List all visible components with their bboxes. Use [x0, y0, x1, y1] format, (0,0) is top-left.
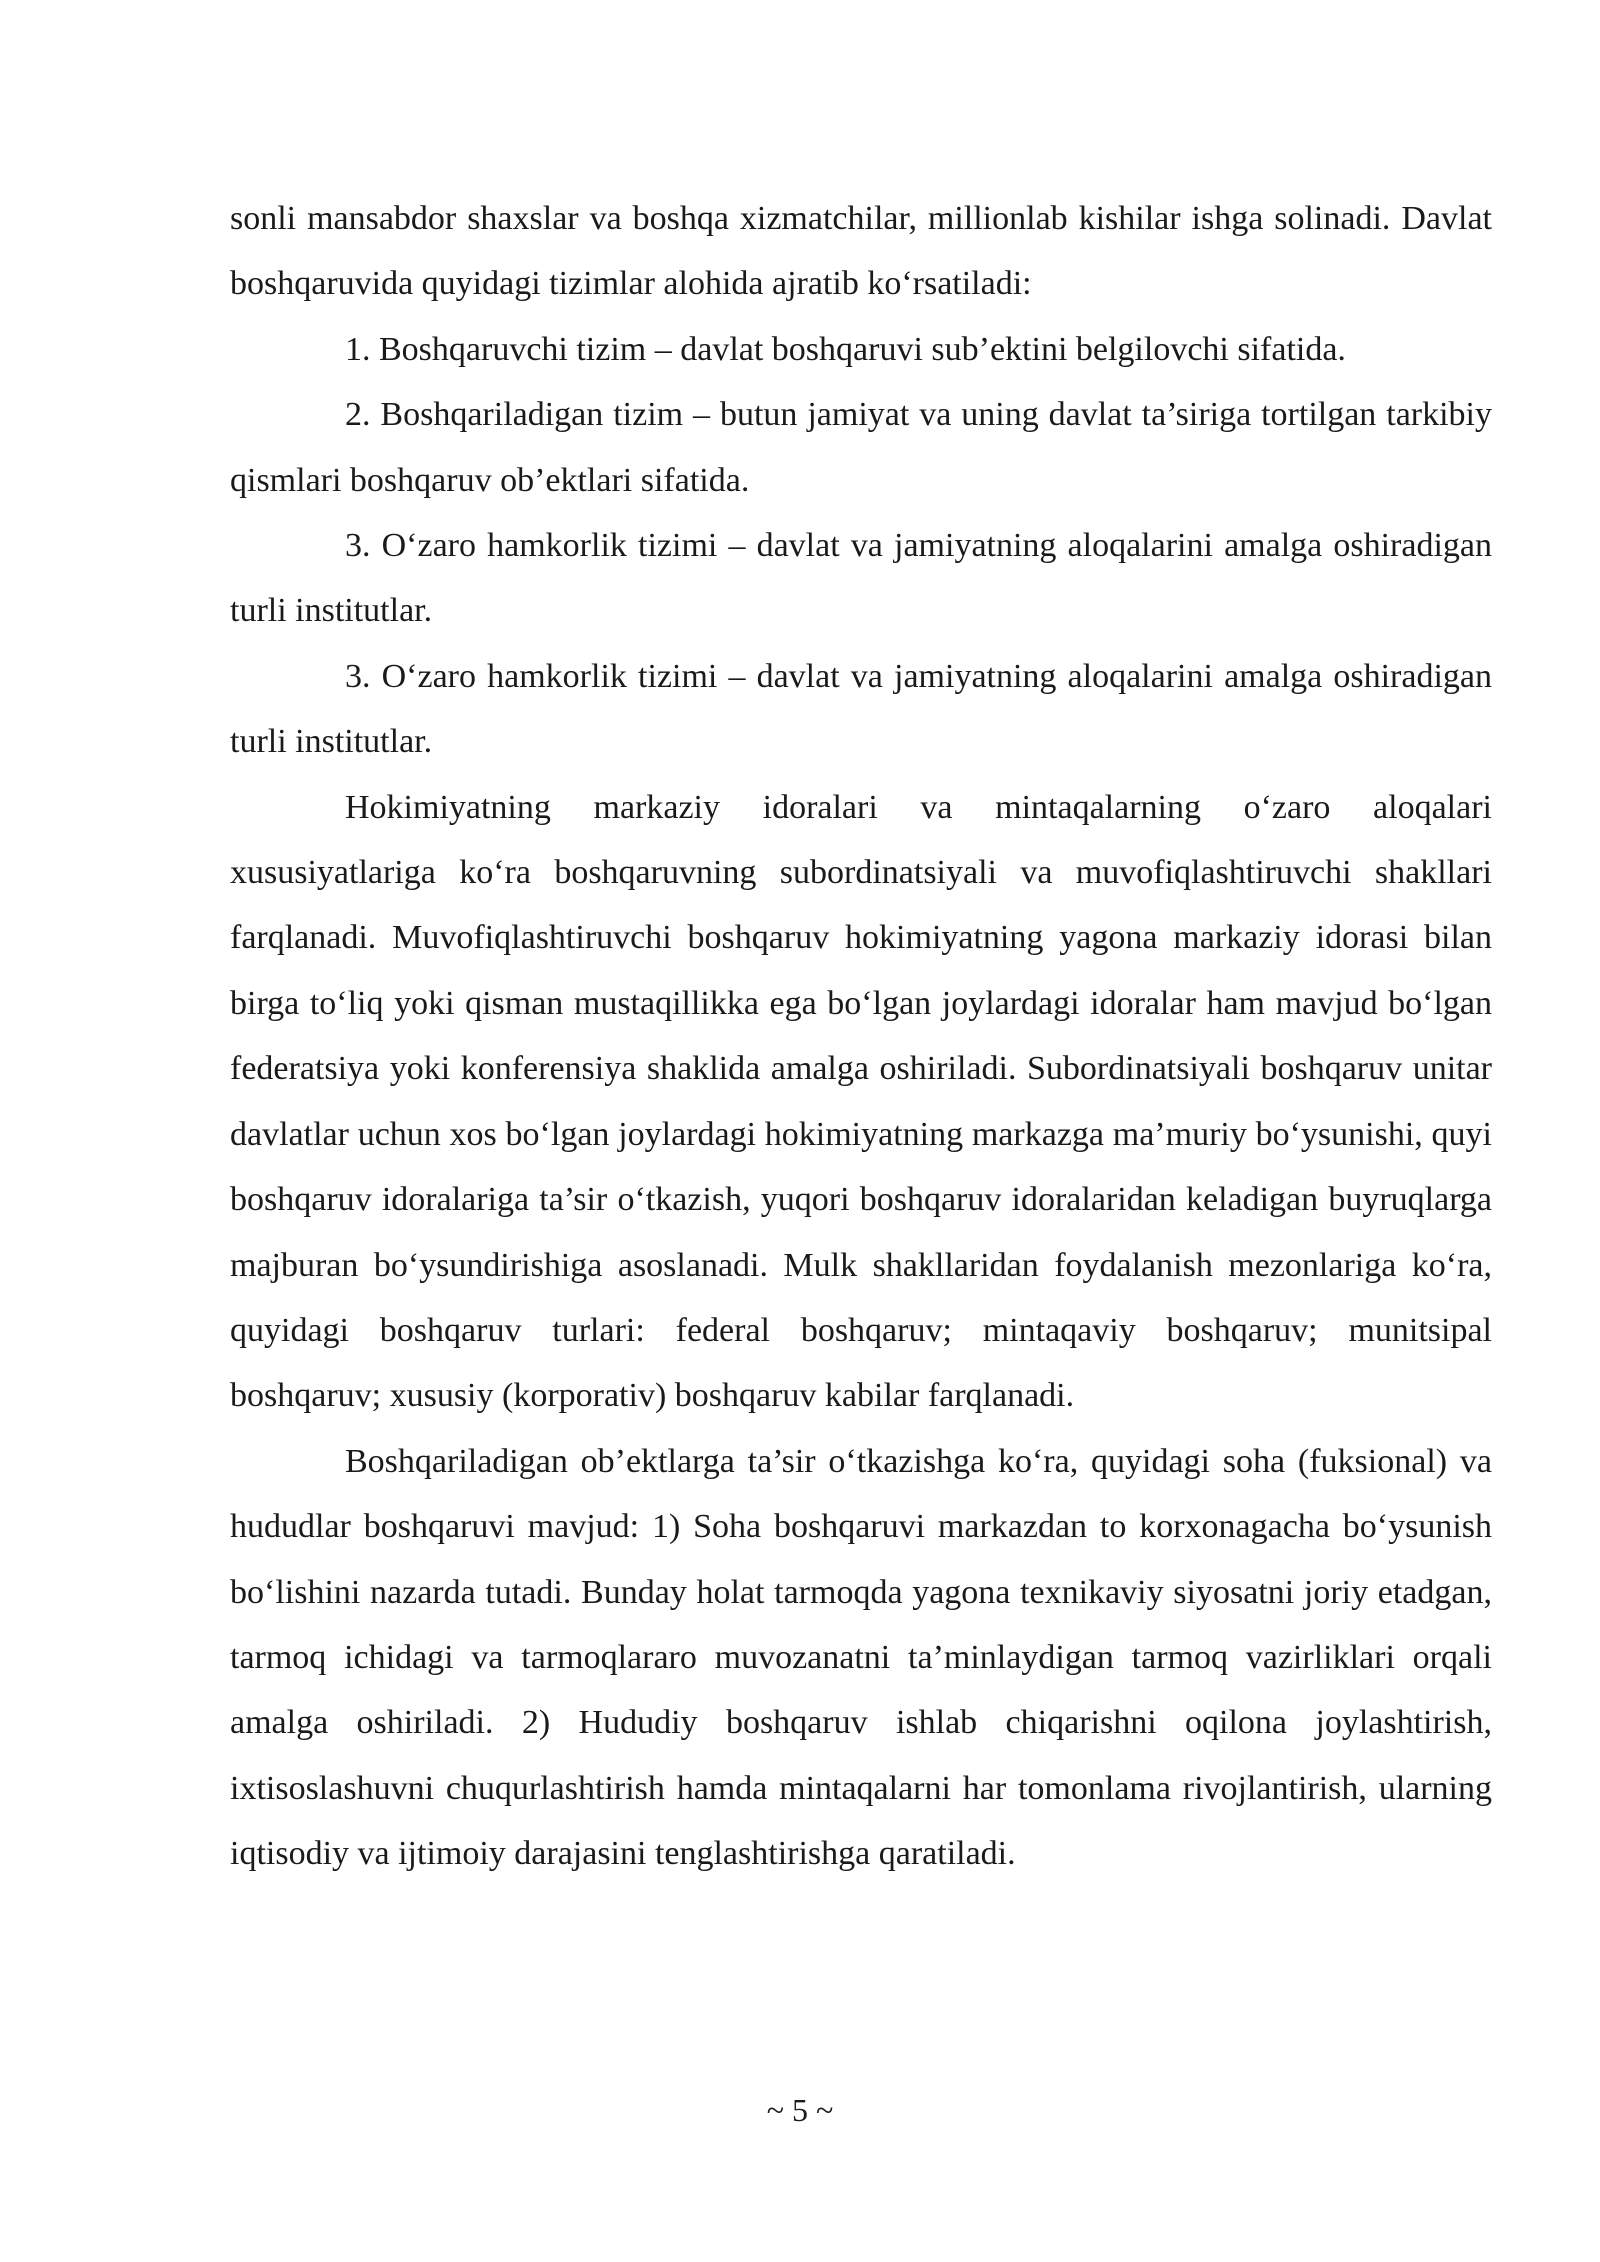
document-body [230, 186, 1492, 1887]
paragraph-item-1: 1. Boshqaruvchi tizim – davlat boshqaruvi sub’ektini belgilovchi sifatida. [345, 330, 1346, 368]
paragraph-intro: sonli mansabdor shaxslar va boshqa xizmatchilar, millionlab kishilar ishga solinadi. Davlat boshqaruvida quyidagi tizimlar alohida ajratib ko‘rsatiladi: [230, 200, 1492, 303]
paragraph-boshqariladigan: Boshqariladigan ob’ektlarga ta’sir o‘tkazishga ko‘ra, quyidagi soha (fuksional) va hududlar boshqaruvi mavjud: 1) Soha boshqaruvi markazdan to korxonagacha bo‘ysunish bo‘lishini nazarda tutadi. Bunday holat tarmoqda yagona texnikaviy siyosatni joriy etadgan, tarmoq ichidagi va tarmoqlararo muvozanatni ta’minlaydigan tarmoq vazirliklari orqali amalga oshiriladi. 2) Hududiy boshqaruv ishlab chiqarishni oqilona joylashtirish, ixtisoslashuvni chuqurlashtirish hamda mintaqalarni har tomonlama rivojlantirish, ularning iqtisodiy va ijtimoiy darajasini tenglashtirishga qaratiladi. [230, 1442, 1492, 1873]
paragraph-item-3-repeat: 3. O‘zaro hamkorlik tizimi – davlat va jamiyatning aloqalarini amalga oshiradigan turli institutlar. [230, 657, 1492, 761]
paragraph-item-3: 3. O‘zaro hamkorlik tizimi – davlat va jamiyatning aloqalarini amalga oshiradigan turli institutlar. [230, 527, 1492, 630]
page-number: ~ 5 ~ [766, 2092, 834, 2128]
paragraph-item-2: 2. Boshqariladigan tizim – butun jamiyat va uning davlat ta’siriga tortilgan tarkibiy qismlari boshqaruv ob’ektlari sifatida. [230, 396, 1492, 499]
paragraph-hokimiyat: Hokimiyatning markaziy idoralari va mintaqalarning o‘zaro aloqalari xususiyatlariga ko‘ra boshqaruvning subordinatsiyali va muvofiqlashtiruvchi shakllari farqlanadi. Muvofiqlashtiruvchi boshqaruv hokimiyatning yagona markaziy idorasi bilan birga to‘liq yoki qisman mustaqillikka ega bo‘lgan joylardagi idoralar ham mavjud bo‘lgan federatsiya yoki konferensiya shaklida amalga oshiriladi. Subordinatsiyali boshqaruv unitar davlatlar uchun xos bo‘lgan joylardagi hokimiyatning markazga ma’muriy bo‘ysunishi, quyi boshqaruv idoralariga ta’sir o‘tkazish, yuqori boshqaruv idoralaridan keladigan buyruqlarga majburan bo‘ysundirishiga asoslanadi. Mulk shakllaridan foydalanish mezonlariga ko‘ra, quyidagi boshqaruv turlari: federal boshqaruv; mintaqaviy boshqaruv; munitsipal boshqaruv; xususiy (korporativ) boshqaruv kabilar farqlanadi. [230, 788, 1492, 1415]
